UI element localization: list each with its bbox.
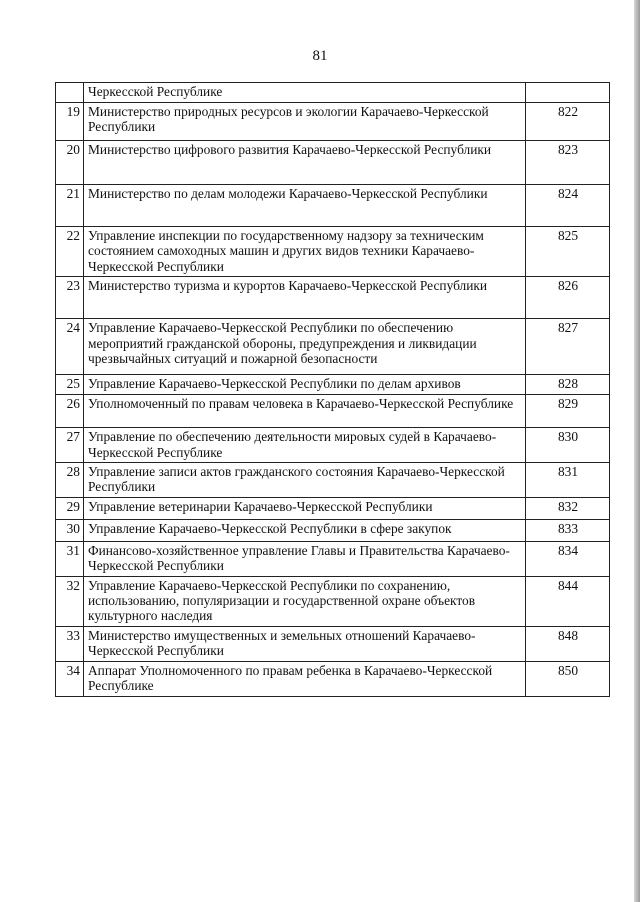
row-organization-name: Министерство имущественных и земельных отношений Карачаево-Черкесской Республики (84, 626, 526, 661)
row-code: 833 (526, 519, 610, 541)
table-row (56, 319, 610, 375)
row-number: 33 (56, 626, 84, 661)
row-number: 23 (56, 277, 84, 319)
row-number: 27 (56, 428, 84, 463)
row-organization-name: Уполномоченный по правам человека в Карачаево-Черкесской Республике (84, 395, 526, 428)
row-number: 21 (56, 185, 84, 227)
row-number: 25 (56, 375, 84, 395)
row-code: 848 (526, 626, 610, 661)
row-organization-name: Управление ветеринарии Карачаево-Черкесской Республики (84, 497, 526, 519)
row-organization-name: Управление инспекции по государственному надзору за техническим состоянием самоходных машин и других видов техники Карачаево-Черкесской Республики (84, 227, 526, 277)
row-number: 22 (56, 227, 84, 277)
table-body (56, 83, 610, 697)
table-row (56, 428, 610, 463)
row-number: 34 (56, 661, 84, 696)
page-number: 81 (312, 48, 328, 64)
table-row (56, 541, 610, 576)
row-number (56, 83, 84, 103)
row-number: 29 (56, 497, 84, 519)
row-organization-name: Управление Карачаево-Черкесской Республики по делам архивов (84, 375, 526, 395)
table-row (56, 103, 610, 141)
row-code: 850 (526, 661, 610, 696)
row-code (526, 83, 610, 103)
row-code: 828 (526, 375, 610, 395)
row-code: 832 (526, 497, 610, 519)
table-row (56, 463, 610, 498)
budget-code-table (55, 82, 610, 697)
row-code: 830 (526, 428, 610, 463)
table-row (56, 576, 610, 626)
row-code: 831 (526, 463, 610, 498)
row-number: 26 (56, 395, 84, 428)
row-organization-name: Министерство по делам молодежи Карачаево-Черкесской Республики (84, 185, 526, 227)
row-organization-name: Финансово-хозяйственное управление Главы и Правительства Карачаево-Черкесской Республики (84, 541, 526, 576)
row-organization-name: Министерство природных ресурсов и экологии Карачаево-Черкесской Республики (84, 103, 526, 141)
row-code: 829 (526, 395, 610, 428)
row-organization-name: Черкесской Республике (84, 83, 526, 103)
table-row (56, 626, 610, 661)
table-row (56, 141, 610, 185)
row-number: 30 (56, 519, 84, 541)
row-number: 31 (56, 541, 84, 576)
row-code: 844 (526, 576, 610, 626)
table-row (56, 185, 610, 227)
row-number: 19 (56, 103, 84, 141)
row-organization-name: Управление записи актов гражданского состояния Карачаево-Черкесской Республики (84, 463, 526, 498)
row-code: 824 (526, 185, 610, 227)
table-row (56, 277, 610, 319)
row-number: 28 (56, 463, 84, 498)
row-organization-name: Управление по обеспечению деятельности мировых судей в Карачаево-Черкесской Республике (84, 428, 526, 463)
row-number: 32 (56, 576, 84, 626)
row-organization-name: Управление Карачаево-Черкесской Республики в сфере закупок (84, 519, 526, 541)
table-row (56, 519, 610, 541)
row-organization-name: Министерство цифрового развития Карачаево-Черкесской Республики (84, 141, 526, 185)
row-code: 825 (526, 227, 610, 277)
row-organization-name: Аппарат Уполномоченного по правам ребенка в Карачаево-Черкесской Республике (84, 661, 526, 696)
row-code: 823 (526, 141, 610, 185)
row-number: 24 (56, 319, 84, 375)
row-code: 822 (526, 103, 610, 141)
row-organization-name: Министерство туризма и курортов Карачаево-Черкесской Республики (84, 277, 526, 319)
row-code: 834 (526, 541, 610, 576)
table-row (56, 375, 610, 395)
table-row (56, 395, 610, 428)
row-organization-name: Управление Карачаево-Черкесской Республики по сохранению, использованию, популяризации и государственной охране объектов культурного наследия (84, 576, 526, 626)
table-row (56, 661, 610, 696)
table-row (56, 227, 610, 277)
scan-edge-shadow (634, 0, 640, 902)
row-code: 827 (526, 319, 610, 375)
row-code: 826 (526, 277, 610, 319)
table-row (56, 83, 610, 103)
row-number: 20 (56, 141, 84, 185)
row-organization-name: Управление Карачаево-Черкесской Республики по обеспечению мероприятий гражданской обороны, предупреждения и ликвидации чрезвычайных ситуаций и пожарной безопасности (84, 319, 526, 375)
table-row (56, 497, 610, 519)
